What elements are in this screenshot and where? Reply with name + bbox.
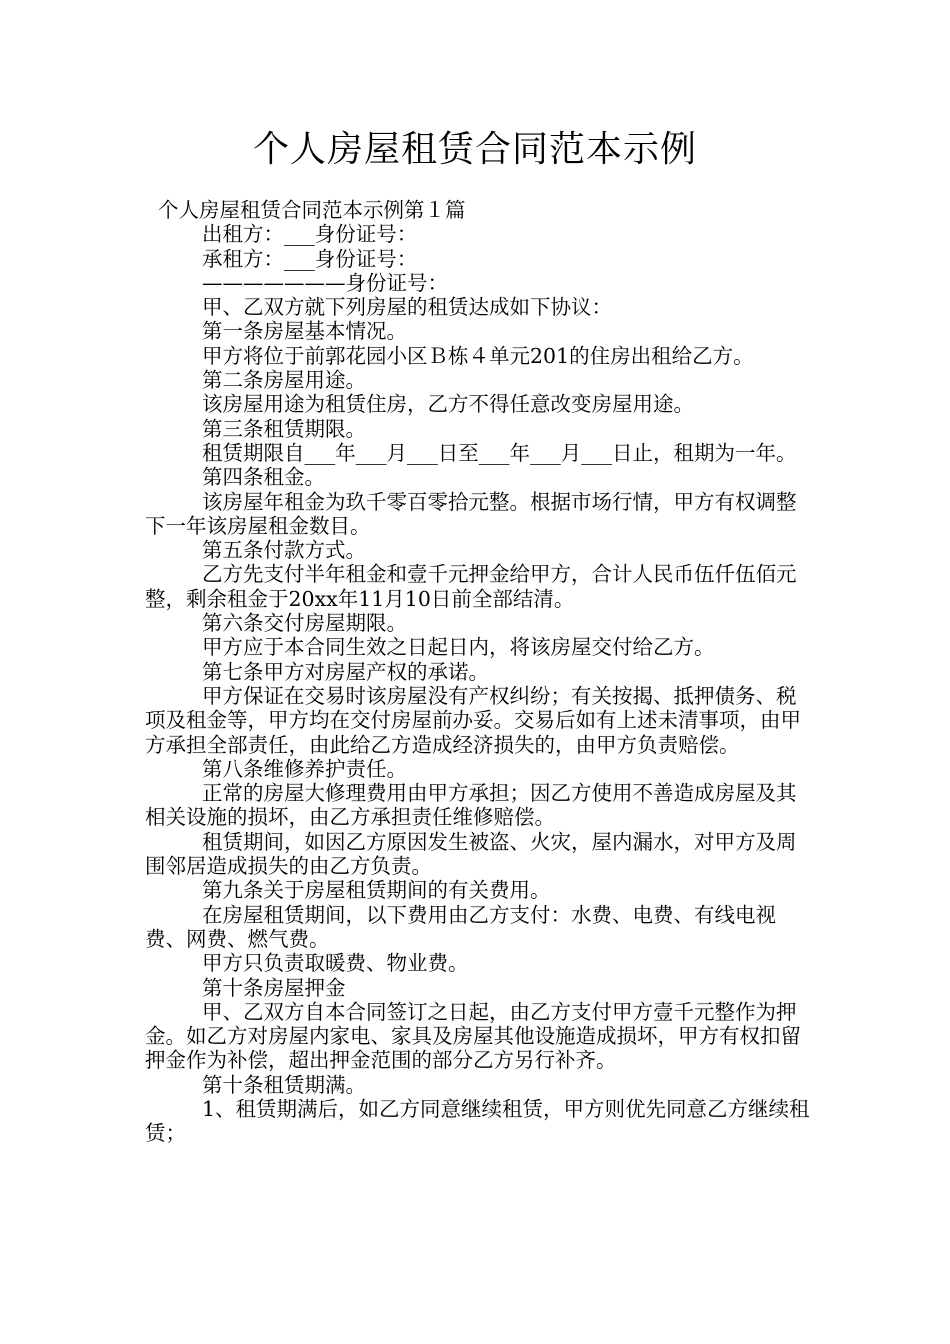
- paragraph: 租赁期间，如因乙方原因发生被盗、火灾，屋内漏水，对甲方及周围邻居造成损失的由乙方负责。: [145, 829, 797, 879]
- document-body: [145, 198, 811, 1146]
- clause-heading: 第二条房屋用途。: [202, 368, 366, 393]
- section-heading: 个人房屋租赁合同范本示例第１篇: [158, 198, 466, 222]
- clause-heading: 第八条维修养护责任。: [202, 756, 407, 781]
- clause-heading: 第一条房屋基本情况。: [202, 319, 407, 344]
- paragraph: 甲方将位于前郭花园小区Ｂ栋４单元201的住房出租给乙方。: [202, 343, 754, 368]
- paragraph: 出租方：___身份证号：: [202, 222, 418, 247]
- paragraph: ———————身份证号：: [202, 270, 448, 295]
- clause-heading: 第三条租赁期限。: [202, 416, 366, 441]
- paragraph: 乙方先支付半年租金和壹千元押金给甲方，合计人民币伍仟伍佰元整，剩余租金于20xx年11月10日前全部结清。: [145, 562, 797, 611]
- paragraph: 承租方：___身份证号：: [202, 246, 418, 271]
- clause-heading: 第四条租金。: [202, 465, 325, 490]
- paragraph: 甲方只负责取暖费、物业费。: [202, 951, 469, 976]
- paragraph: 甲、乙双方就下列房屋的租赁达成如下协议：: [202, 295, 612, 320]
- paragraph: 甲方应于本合同生效之日起日内，将该房屋交付给乙方。: [202, 635, 715, 660]
- clause-heading: 第十条租赁期满。: [202, 1072, 366, 1097]
- clause-heading: 第九条关于房屋租赁期间的有关费用。: [202, 878, 551, 903]
- paragraph: 该房屋用途为租赁住房，乙方不得任意改变房屋用途。: [202, 392, 694, 417]
- paragraph: 正常的房屋大修理费用由甲方承担；因乙方使用不善造成房屋及其相关设施的损坏，由乙方承担责任维修赔偿。: [145, 781, 797, 830]
- paragraph: 甲、乙双方自本合同签订之日起，由乙方支付甲方壹千元整作为押金。如乙方对房屋内家电、家具及房屋其他设施造成损坏，甲方有权扣留押金作为补偿，超出押金范围的部分乙方另行补齐。: [145, 999, 801, 1073]
- clause-heading: 第十条房屋押金: [202, 975, 346, 1000]
- document-title: 个人房屋租赁合同范本示例: [252, 129, 697, 170]
- paragraph: 该房屋年租金为玖千零百零拾元整。根据市场行情，甲方有权调整下一年该房屋租金数目。: [145, 489, 797, 538]
- paragraph: 租赁期限自___年___月___日至___年___月___日止，租期为一年。: [202, 440, 797, 465]
- clause-heading: 第五条付款方式。: [202, 538, 366, 563]
- paragraph: 在房屋租赁期间，以下费用由乙方支付：水费、电费、有线电视费、网费、燃气费。: [145, 902, 776, 951]
- paragraph: 甲方保证在交易时该房屋没有产权纠纷；有关按揭、抵押债务、税项及租金等，甲方均在交付房屋前办妥。交易后如有上述未清事项，由甲方承担全部责任，由此给乙方造成经济损失的，由甲方负责赔偿。: [145, 683, 801, 757]
- clause-heading: 第六条交付房屋期限。: [202, 611, 407, 636]
- clause-heading: 第七条甲方对房屋产权的承诺。: [202, 659, 489, 684]
- paragraph: 1、租赁期满后，如乙方同意继续租赁，甲方则优先同意乙方继续租赁；: [145, 1096, 810, 1146]
